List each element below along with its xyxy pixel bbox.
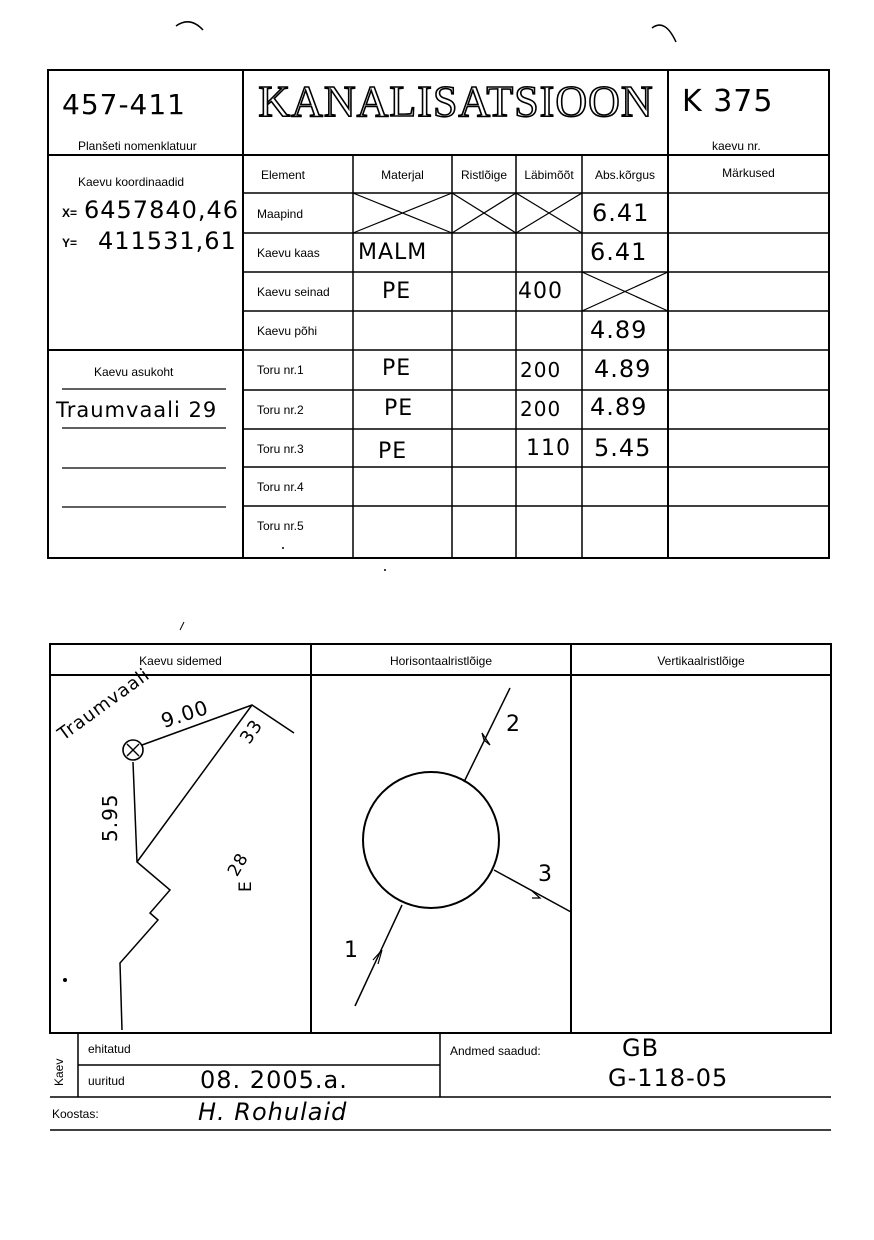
data-source-value-2: G-118-05: [608, 1064, 729, 1092]
built-label: ehitatud: [88, 1042, 131, 1056]
row-diameter: 200: [520, 397, 562, 421]
coord-x-value: 6457840,46: [84, 196, 240, 224]
header-material: Materjal: [381, 168, 424, 182]
row-height: 4.89: [594, 355, 652, 383]
sketch-distance-1: 9.00: [158, 695, 212, 733]
coord-y-label: Y=: [62, 236, 78, 250]
panel-label-horizontal: Horisontaalristlõige: [389, 654, 493, 668]
row-element: Kaevu seinad: [257, 285, 330, 299]
header-diameter: Läbimõõt: [524, 168, 574, 182]
row-diameter: 200: [520, 358, 562, 382]
document-title: KANALISATSIOON: [258, 77, 654, 126]
row-element: Maapind: [257, 207, 304, 221]
row-element: Kaevu kaas: [257, 246, 320, 260]
header-remarks: Märkused: [722, 166, 775, 180]
well-number-label: kaevu nr.: [712, 139, 761, 153]
row-element: Kaevu põhi: [257, 324, 318, 338]
location-value: Traumvaali 29: [56, 398, 218, 422]
sketch-house-2-letter: E: [236, 880, 256, 892]
coord-x-label: X=: [62, 206, 78, 220]
row-diameter: 110: [526, 436, 571, 461]
row-material: PE: [384, 396, 414, 421]
sketch-house-2: 28: [224, 849, 254, 880]
row-height: 4.89: [590, 316, 648, 344]
sketch-street: Traumvaali: [54, 664, 155, 745]
compiled-value: H. Rohulaid: [198, 1098, 348, 1126]
row-element: Toru nr.3: [257, 442, 304, 456]
sketch-distance-2: 5.95: [98, 793, 122, 842]
row-material: PE: [378, 439, 408, 464]
pipe-label-1: 1: [344, 938, 359, 963]
row-material: PE: [382, 279, 412, 304]
nomenclature-label: Planšeti nomenklatuur: [78, 139, 197, 153]
sketch-house-1: 33: [236, 715, 268, 749]
row-height: 6.41: [592, 199, 650, 227]
row-material: MALM: [358, 240, 428, 265]
well-number-value: K 375: [682, 84, 774, 119]
header-cross-section: Ristlõige: [460, 168, 508, 182]
data-source-label: Andmed saadud:: [450, 1044, 541, 1058]
row-element: Toru nr.1: [257, 363, 304, 377]
coord-y-value: 411531,61: [98, 227, 237, 255]
row-element: Toru nr.2: [257, 403, 304, 417]
header-abs-height: Abs.kõrgus: [594, 168, 656, 182]
compiled-label: Koostas:: [52, 1107, 99, 1121]
row-height: 4.89: [590, 393, 648, 421]
nomenclature-value: 457-411: [62, 88, 186, 121]
pipe-label-3: 3: [538, 862, 553, 887]
panel-label-vertical: Vertikaalristlõige: [657, 654, 745, 668]
data-source-value-1: GB: [622, 1034, 660, 1062]
footer-side-label: Kaev: [52, 1058, 66, 1086]
surveyed-label: uuritud: [88, 1074, 125, 1088]
panel-label-ties: Kaevu sidemed: [139, 654, 222, 668]
row-height: 6.41: [590, 238, 648, 266]
row-element: Toru nr.4: [257, 480, 304, 494]
row-diameter: 400: [518, 279, 563, 304]
surveyed-value: 08. 2005.a.: [200, 1066, 348, 1094]
header-element: Element: [260, 168, 306, 182]
pipe-label-2: 2: [506, 712, 521, 737]
location-label: Kaevu asukoht: [94, 365, 174, 379]
row-material: PE: [382, 356, 412, 381]
coordinates-label: Kaevu koordinaadid: [78, 175, 185, 189]
row-element: Toru nr.5: [257, 519, 304, 533]
row-height: 5.45: [594, 434, 652, 462]
